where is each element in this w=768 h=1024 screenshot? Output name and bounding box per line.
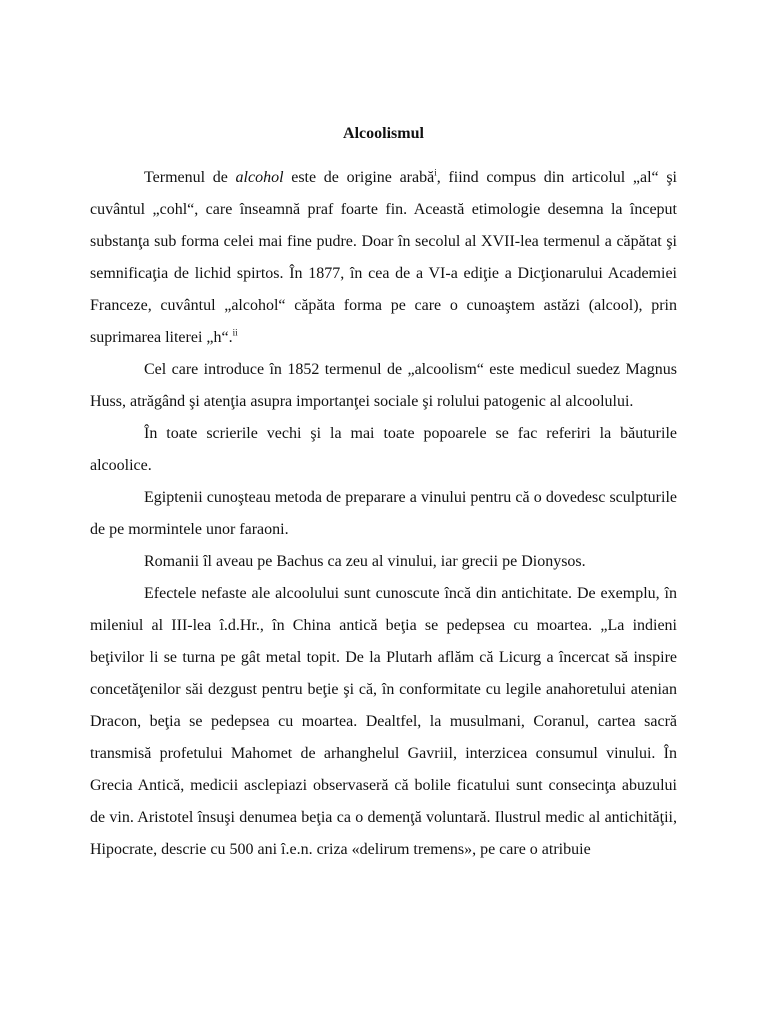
paragraph-egyptians: Egiptenii cunoşteau metoda de preparare a vinului pentru că o dovedesc sculpturile de pe mormintele unor faraoni. [90, 489, 677, 538]
paragraph-text: , fiind compus din articolul „al“ şi cuvântul „cohl“, care înseamnă praf foarte fin. Această etimologie desemna la început substanţa sub forma celei mai fine pudre. Doar în secolul al XVII-lea termenul a căpătat şi semnificaţia de lichid spirtos. În 1877, în cea de a VI-a ediţie a Dicţionarului Academiei Franceze, cuvântul „alcohol“ căpăta forma pe care o cunoaştem astăzi (alcool), prin suprimarea literei „h“. [90, 169, 678, 346]
paragraph-etymology [90, 162, 677, 354]
paragraph-huss: Cel care introduce în 1852 termenul de „alcoolism“ este medicul suedez Magnus Huss, atrăgând şi atenţia asupra importanţei sociale şi rolului patogenic al alcoolului. [90, 361, 677, 410]
footnote-marker[interactable]: i [434, 167, 437, 178]
paragraph-romans: Romanii îl aveau pe Bachus ca zeu al vinului, iar grecii pe Dionysos. [144, 553, 586, 570]
paragraph-antiquity: Efectele nefaste ale alcoolului sunt cunoscute încă din antichitate. De exemplu, în mileniul al III-lea î.d.Hr., în China antică beţia se pedepsea cu moartea. „La indieni beţivilor li se turna pe gât metal topit. De la Plutarh aflăm că Licurg a încercat să inspire concetăţenilor săi dezgust pentru beţie şi că, în conformitate cu legile anahoretului atenian Dracon, beţia se pedepsea cu moartea. Dealtfel, la musulmani, Coranul, cartea sacră transmisă profetului Mahomet de arhanghelul Gavriil, interzicea consumul vinului. În Grecia Antică, medicii asclepiazi observaseră că bolile ficatului sunt consecinţa abuzului de vin. Aristotel însuşi denumea beţia ca o demenţă voluntară. Ilustrul medic al antichităţii, Hipocrate, descrie cu 500 ani î.e.n. criza «delirum tremens», pe care o atribuie [90, 585, 677, 858]
paragraph-text: este de origine arabă [283, 169, 435, 186]
document-page [90, 118, 677, 866]
paragraph-text: Termenul de [144, 169, 236, 186]
italic-term: alcohol [235, 169, 284, 186]
paragraph-old-writings: În toate scrierile vechi şi la mai toate popoarele se fac referiri la băuturile alcoolice. [90, 425, 677, 474]
footnote-marker[interactable]: ii [232, 327, 238, 338]
document-title: Alcoolismul [343, 125, 424, 142]
